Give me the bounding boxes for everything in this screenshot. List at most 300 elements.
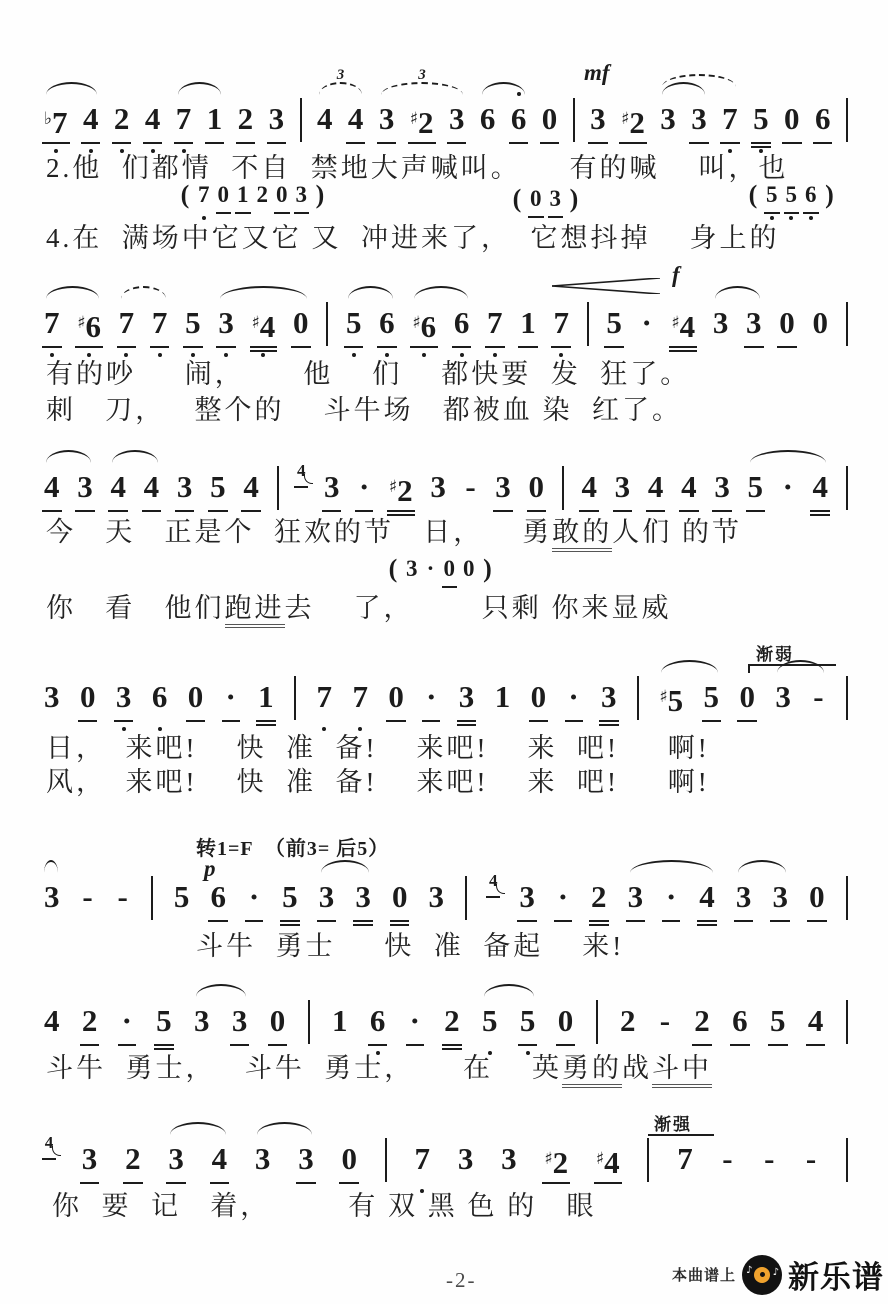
note: 1 bbox=[207, 98, 223, 140]
eighth-underline bbox=[114, 720, 134, 722]
note: 2 bbox=[620, 1003, 636, 1038]
note: ♯2 bbox=[544, 1138, 568, 1180]
eighth-underline bbox=[236, 142, 256, 144]
barline bbox=[846, 302, 848, 346]
rest-note: 0 bbox=[529, 466, 545, 508]
note: 5 bbox=[346, 302, 362, 344]
note: 5 bbox=[753, 98, 769, 140]
note: 6 bbox=[479, 101, 496, 136]
eighth-underline bbox=[235, 212, 251, 214]
sharp-sign: ♯ bbox=[77, 313, 86, 333]
barline bbox=[846, 466, 848, 510]
lyrics-line bbox=[52, 1184, 597, 1223]
note: 2 bbox=[694, 1000, 710, 1042]
note: 3 bbox=[714, 466, 730, 508]
lyrics-line bbox=[46, 388, 682, 427]
eighth-underline bbox=[764, 212, 780, 214]
note: 6 bbox=[511, 98, 527, 140]
eighth-underline bbox=[317, 920, 337, 922]
note: 4 bbox=[145, 98, 161, 140]
eighth-underline bbox=[344, 346, 364, 348]
eighth-underline bbox=[377, 142, 397, 144]
note: 7 bbox=[553, 302, 569, 344]
eighth-underline bbox=[770, 920, 790, 922]
note: 1 bbox=[258, 676, 274, 718]
note: 3 bbox=[44, 879, 60, 914]
note: 5 bbox=[173, 879, 190, 914]
low-octave-dot bbox=[789, 216, 793, 220]
note: ♯5 bbox=[659, 683, 684, 718]
eighth-underline bbox=[346, 142, 366, 144]
note: 6 bbox=[815, 98, 831, 140]
note: 7 bbox=[677, 1141, 693, 1176]
note: ♯2 bbox=[389, 466, 413, 508]
note: 3 bbox=[519, 876, 535, 918]
eighth-underline bbox=[813, 142, 833, 144]
note: 3 bbox=[428, 879, 445, 914]
lyric-text: 风， 来吧! 快 准 备! 来吧! 来 吧! 啊! bbox=[46, 767, 710, 797]
rest-note: 0 bbox=[341, 1138, 357, 1180]
sharp-sign: ♯ bbox=[671, 313, 680, 333]
eighth-underline bbox=[208, 920, 228, 922]
eighth-underline bbox=[186, 720, 206, 722]
eighth-underline bbox=[807, 920, 827, 922]
eighth-underline bbox=[619, 142, 647, 144]
note: 4 bbox=[812, 466, 828, 508]
notes-line-2 bbox=[44, 302, 848, 344]
barline bbox=[596, 1000, 598, 1044]
flat-sign: ♭ bbox=[44, 109, 53, 129]
note: · bbox=[120, 1000, 134, 1042]
note: 3 bbox=[77, 466, 93, 508]
rest-note: 0 bbox=[270, 1000, 286, 1042]
eighth-underline bbox=[256, 720, 276, 722]
rest-note: 0 bbox=[188, 676, 204, 718]
barline bbox=[846, 1000, 848, 1044]
lyric-text: 今 天 正是个 狂欢的节 日， 勇 bbox=[46, 517, 553, 547]
note: 2 bbox=[444, 1000, 460, 1042]
eighth-underline bbox=[565, 720, 583, 722]
eighth-underline bbox=[42, 142, 70, 144]
eighth-underline bbox=[782, 142, 802, 144]
slur-arc bbox=[178, 82, 222, 95]
grace-note-hook bbox=[496, 884, 505, 894]
note: 5 bbox=[282, 876, 298, 918]
slur-arc bbox=[46, 286, 99, 299]
note: 3 bbox=[590, 98, 606, 140]
lyric-text: 人们 的节 bbox=[612, 517, 742, 547]
note: 4 bbox=[243, 466, 259, 508]
note: 6 bbox=[370, 1000, 386, 1042]
low-octave-dot bbox=[809, 216, 813, 220]
eighth-underline bbox=[280, 920, 300, 922]
note: 1 bbox=[332, 1003, 348, 1038]
lyric-melisma-segment: 斗中 bbox=[652, 1053, 712, 1088]
note: 5 bbox=[606, 302, 622, 344]
barline bbox=[846, 676, 848, 720]
note: 2 bbox=[114, 98, 130, 140]
lyric-melisma-segment: 敢的 bbox=[552, 517, 612, 552]
note: 3 bbox=[296, 180, 308, 210]
note: 2 bbox=[125, 1138, 141, 1180]
eighth-underline bbox=[594, 1182, 622, 1184]
note: 3 bbox=[319, 876, 335, 918]
slur-arc bbox=[630, 860, 714, 873]
lyric-melisma-segment: 勇的 bbox=[562, 1053, 622, 1088]
eighth-underline bbox=[267, 142, 287, 144]
note: ♯6 bbox=[412, 302, 436, 344]
slur-arc bbox=[321, 860, 370, 873]
slur-arc bbox=[257, 1122, 313, 1135]
note: 3 bbox=[218, 302, 234, 344]
eighth-underline bbox=[294, 486, 308, 488]
rest-note: 0 bbox=[293, 302, 309, 344]
note: 5 bbox=[748, 466, 764, 508]
notes-line-4 bbox=[44, 676, 848, 718]
eighth-underline bbox=[183, 346, 203, 348]
eighth-underline bbox=[174, 142, 194, 144]
eighth-underline bbox=[42, 1158, 56, 1160]
eighth-underline bbox=[626, 920, 646, 922]
note: 4 bbox=[110, 466, 126, 508]
parenthesis: ) bbox=[569, 184, 579, 213]
note: 4 bbox=[212, 1138, 228, 1180]
barline bbox=[846, 98, 848, 142]
eighth-underline bbox=[294, 212, 310, 214]
barline bbox=[300, 98, 302, 142]
lyrics-line bbox=[46, 352, 690, 391]
eighth-underline bbox=[784, 212, 800, 214]
sharp-sign: ♯ bbox=[659, 687, 668, 707]
note: · bbox=[426, 556, 435, 581]
eighth-underline bbox=[216, 346, 236, 348]
eighth-underline bbox=[353, 920, 373, 922]
note: 7 bbox=[119, 302, 135, 344]
note: 2 bbox=[238, 98, 254, 140]
note: 3 bbox=[298, 1138, 314, 1180]
note: 3 bbox=[628, 876, 644, 918]
rest-note: 0 bbox=[558, 1000, 574, 1042]
grace-note-hook bbox=[304, 474, 313, 484]
rest-note: 0 bbox=[812, 305, 828, 340]
triplet-bracket bbox=[381, 67, 464, 95]
note: 3 bbox=[430, 469, 446, 504]
note: 2 bbox=[256, 182, 268, 207]
eighth-underline bbox=[604, 346, 624, 348]
eighth-underline bbox=[746, 510, 766, 512]
note: 5 bbox=[482, 1000, 498, 1042]
eighth-underline bbox=[810, 510, 830, 512]
expression-bracket-line bbox=[648, 1134, 714, 1136]
note: 1 bbox=[520, 302, 536, 344]
slur-arc bbox=[46, 450, 92, 463]
eighth-underline bbox=[112, 142, 132, 144]
barline bbox=[562, 466, 564, 510]
lyric-melisma-segment: 跑进 bbox=[225, 593, 285, 628]
rest-note: 0 bbox=[739, 676, 755, 718]
lyrics-line bbox=[46, 510, 742, 549]
sharp-sign: ♯ bbox=[621, 109, 630, 129]
note: · bbox=[357, 466, 371, 508]
lyric-text: 斗牛 勇士 快 准 备起 来! bbox=[196, 931, 625, 961]
note: 3 bbox=[712, 305, 729, 340]
eighth-underline bbox=[447, 142, 467, 144]
parenthesis: ) bbox=[825, 180, 834, 209]
rest-note: 0 bbox=[276, 180, 288, 210]
note: 3 bbox=[601, 676, 617, 718]
eighth-underline bbox=[485, 346, 505, 348]
note: 3 bbox=[324, 466, 340, 508]
note: 3 bbox=[269, 98, 285, 140]
triplet-number: 3 bbox=[336, 67, 345, 83]
rest-note: 0 bbox=[218, 180, 230, 210]
eighth-underline bbox=[517, 920, 537, 922]
eighth-underline bbox=[509, 142, 529, 144]
eighth-underline bbox=[377, 346, 397, 348]
barline bbox=[587, 302, 589, 346]
eighth-underline bbox=[408, 142, 436, 144]
notes-line-5 bbox=[44, 871, 848, 918]
key-change-annotation: 转1=F （前3= 后5） bbox=[196, 838, 390, 860]
note: 2 bbox=[591, 876, 607, 918]
slur-arc bbox=[738, 860, 787, 873]
rest-note: 0 bbox=[80, 676, 96, 718]
rest-note: 0 bbox=[809, 876, 825, 918]
eighth-underline bbox=[689, 142, 709, 144]
eighth-underline bbox=[768, 1044, 788, 1046]
music-note-icon: ♪ bbox=[772, 1266, 779, 1278]
eighth-underline bbox=[216, 212, 232, 214]
note: 6 bbox=[805, 180, 817, 210]
barline bbox=[846, 1138, 848, 1182]
echo-notes-group bbox=[388, 554, 493, 584]
eighth-underline bbox=[486, 896, 500, 898]
eighth-underline bbox=[697, 920, 717, 922]
echo-notes-group bbox=[512, 184, 579, 214]
rest-note: 0 bbox=[784, 98, 800, 140]
sharp-sign: ♯ bbox=[412, 313, 421, 333]
crescendo-hairpin bbox=[552, 278, 660, 294]
slur-arc bbox=[44, 860, 58, 873]
sharp-sign: ♯ bbox=[544, 1149, 553, 1169]
slur-arc bbox=[170, 1122, 227, 1135]
sharp-sign: ♯ bbox=[388, 477, 398, 497]
parenthesis: ( bbox=[748, 180, 758, 209]
eighth-underline bbox=[777, 346, 797, 348]
note: · bbox=[556, 876, 570, 918]
barline bbox=[294, 676, 296, 720]
note: 7 bbox=[722, 98, 738, 140]
eighth-underline bbox=[150, 346, 170, 348]
barline bbox=[647, 1138, 649, 1182]
eighth-underline bbox=[803, 212, 819, 214]
eighth-underline bbox=[540, 142, 560, 144]
eighth-underline bbox=[589, 920, 609, 922]
note: 3 bbox=[457, 1141, 474, 1176]
eighth-underline bbox=[518, 346, 538, 348]
notes-line-7 bbox=[44, 1133, 848, 1180]
eighth-underline bbox=[75, 346, 103, 348]
eighth-underline bbox=[81, 142, 101, 144]
eighth-underline bbox=[662, 920, 680, 922]
note: 1 bbox=[494, 679, 511, 714]
note: · bbox=[247, 876, 261, 918]
note: 7 bbox=[352, 676, 368, 718]
dash-note: - bbox=[722, 1141, 733, 1176]
parenthesis: ( bbox=[180, 180, 190, 209]
sixteenth-underline bbox=[810, 514, 830, 516]
sharp-sign: ♯ bbox=[251, 313, 260, 333]
eighth-underline bbox=[588, 142, 608, 144]
note: 7 bbox=[176, 98, 192, 140]
note: 3 bbox=[775, 679, 791, 714]
note: 7 bbox=[152, 302, 168, 344]
dynamic-marking: mf bbox=[584, 60, 610, 85]
eighth-underline bbox=[720, 142, 740, 144]
note: 3 bbox=[495, 466, 511, 508]
eighth-underline bbox=[386, 720, 406, 722]
note: · bbox=[424, 676, 438, 718]
slur-arc bbox=[121, 286, 167, 299]
eighth-underline bbox=[751, 142, 771, 144]
sharp-sign: ♯ bbox=[409, 109, 419, 129]
note: 6 bbox=[732, 1000, 748, 1042]
note: 4 bbox=[581, 466, 597, 508]
slur-arc bbox=[482, 82, 526, 95]
note: 4 bbox=[699, 876, 715, 918]
lyric-text: 你 看 他们 bbox=[46, 593, 225, 623]
note: 3 bbox=[379, 98, 395, 140]
note: 7 bbox=[415, 1138, 431, 1180]
lyric-text: 刺 刀， 整个的 斗牛场 都被血 染 红了。 bbox=[46, 395, 682, 425]
sharp-sign: ♯ bbox=[595, 1149, 605, 1169]
note: 6 bbox=[454, 302, 470, 344]
note: 1 bbox=[237, 180, 249, 210]
barline bbox=[465, 876, 467, 920]
footer-note-text: 本曲谱上 bbox=[671, 1268, 736, 1284]
lyric-text: 战 bbox=[622, 1053, 652, 1083]
dash-note: - bbox=[813, 679, 824, 714]
vinyl-record-icon bbox=[742, 1255, 782, 1295]
lyrics-line bbox=[46, 1046, 712, 1085]
note: ♯2 bbox=[410, 98, 434, 140]
eighth-underline bbox=[669, 346, 697, 348]
note: ♯2 bbox=[621, 98, 645, 140]
note: 3 bbox=[406, 556, 418, 581]
note: 4 bbox=[83, 98, 99, 140]
note: · bbox=[782, 469, 793, 504]
slur-arc bbox=[662, 74, 737, 87]
eighth-underline bbox=[422, 720, 440, 722]
lyric-text: 你 要 记 着， 有 双 黑 色 的 眼 bbox=[52, 1191, 597, 1221]
slur-arc bbox=[484, 984, 535, 997]
dynamic-marking: f bbox=[672, 262, 680, 287]
eighth-underline bbox=[806, 1044, 826, 1046]
note: 5 bbox=[185, 302, 201, 344]
barline bbox=[151, 876, 153, 920]
note: 4 bbox=[144, 466, 160, 508]
dash-note: - bbox=[805, 1141, 817, 1176]
note: 4 bbox=[44, 1003, 60, 1038]
page-number: -2- bbox=[446, 1268, 477, 1292]
note: 4 bbox=[296, 458, 306, 484]
note: 3 bbox=[232, 1000, 248, 1042]
note: 3 bbox=[660, 101, 676, 136]
rest-note: 0 bbox=[388, 676, 404, 718]
barline bbox=[308, 1000, 310, 1044]
lyric-text: 日， 来吧! 快 准 备! 来吧! 来 吧! 啊! bbox=[46, 733, 710, 763]
rest-note: 0 bbox=[530, 184, 542, 214]
note: 5 bbox=[770, 1000, 786, 1042]
note: 7 bbox=[487, 302, 503, 344]
note: 5 bbox=[520, 1000, 536, 1042]
eighth-underline bbox=[529, 720, 549, 722]
slur-arc bbox=[220, 286, 308, 299]
eighth-underline bbox=[205, 142, 225, 144]
expression-annotation: 渐强 bbox=[654, 1115, 692, 1134]
dash-note: - bbox=[117, 879, 128, 914]
slur-arc bbox=[112, 450, 159, 463]
barline bbox=[637, 676, 639, 720]
triplet-bracket bbox=[319, 67, 363, 95]
eighth-underline bbox=[702, 720, 722, 722]
note: ♭7 bbox=[44, 98, 68, 140]
eighth-underline bbox=[410, 346, 438, 348]
rest-note: 0 bbox=[779, 302, 795, 344]
note: 6 bbox=[152, 676, 168, 718]
lyrics-line bbox=[46, 586, 672, 625]
rest-note: 0 bbox=[444, 554, 456, 584]
lyrics-line bbox=[46, 216, 780, 255]
dash-note: - bbox=[764, 1141, 775, 1176]
note: 6 bbox=[210, 876, 226, 918]
sixteenth-underline bbox=[697, 924, 717, 926]
note: 7 bbox=[44, 302, 60, 344]
note: · bbox=[224, 676, 238, 718]
note: ♯6 bbox=[77, 302, 101, 344]
note: · bbox=[408, 1000, 422, 1042]
parenthesis: ) bbox=[315, 180, 325, 209]
music-note-icon: ♪ bbox=[746, 1264, 753, 1276]
eighth-underline bbox=[117, 346, 137, 348]
slur-arc bbox=[715, 286, 761, 299]
note: 3 bbox=[254, 1141, 271, 1176]
notes-line-3 bbox=[44, 461, 848, 508]
note: 4 bbox=[808, 1000, 824, 1042]
eighth-underline bbox=[730, 1044, 750, 1046]
note: 3 bbox=[82, 1138, 98, 1180]
lyric-text: 2.他 们都情 不自 禁地大声喊叫。 有的喊 叫，也 bbox=[46, 153, 789, 183]
note: 5 bbox=[704, 676, 720, 718]
eighth-underline bbox=[737, 720, 757, 722]
note: 3 bbox=[691, 98, 707, 140]
lyric-text: 斗牛 勇士， 斗牛 勇士， 在 英 bbox=[46, 1053, 562, 1083]
barline bbox=[326, 302, 328, 346]
slur-arc bbox=[414, 286, 468, 299]
note: 4 bbox=[348, 98, 364, 140]
rest-note: 0 bbox=[392, 876, 408, 918]
eighth-underline bbox=[390, 920, 410, 922]
parenthesis: ( bbox=[388, 554, 398, 583]
lyrics-line bbox=[46, 760, 710, 799]
rest-note: 0 bbox=[542, 98, 558, 140]
eighth-underline bbox=[143, 142, 163, 144]
note: 6 bbox=[379, 302, 395, 344]
note: 3 bbox=[746, 302, 762, 344]
eighth-underline bbox=[554, 920, 572, 922]
note: 5 bbox=[786, 180, 798, 210]
note: 3 bbox=[168, 1138, 184, 1180]
